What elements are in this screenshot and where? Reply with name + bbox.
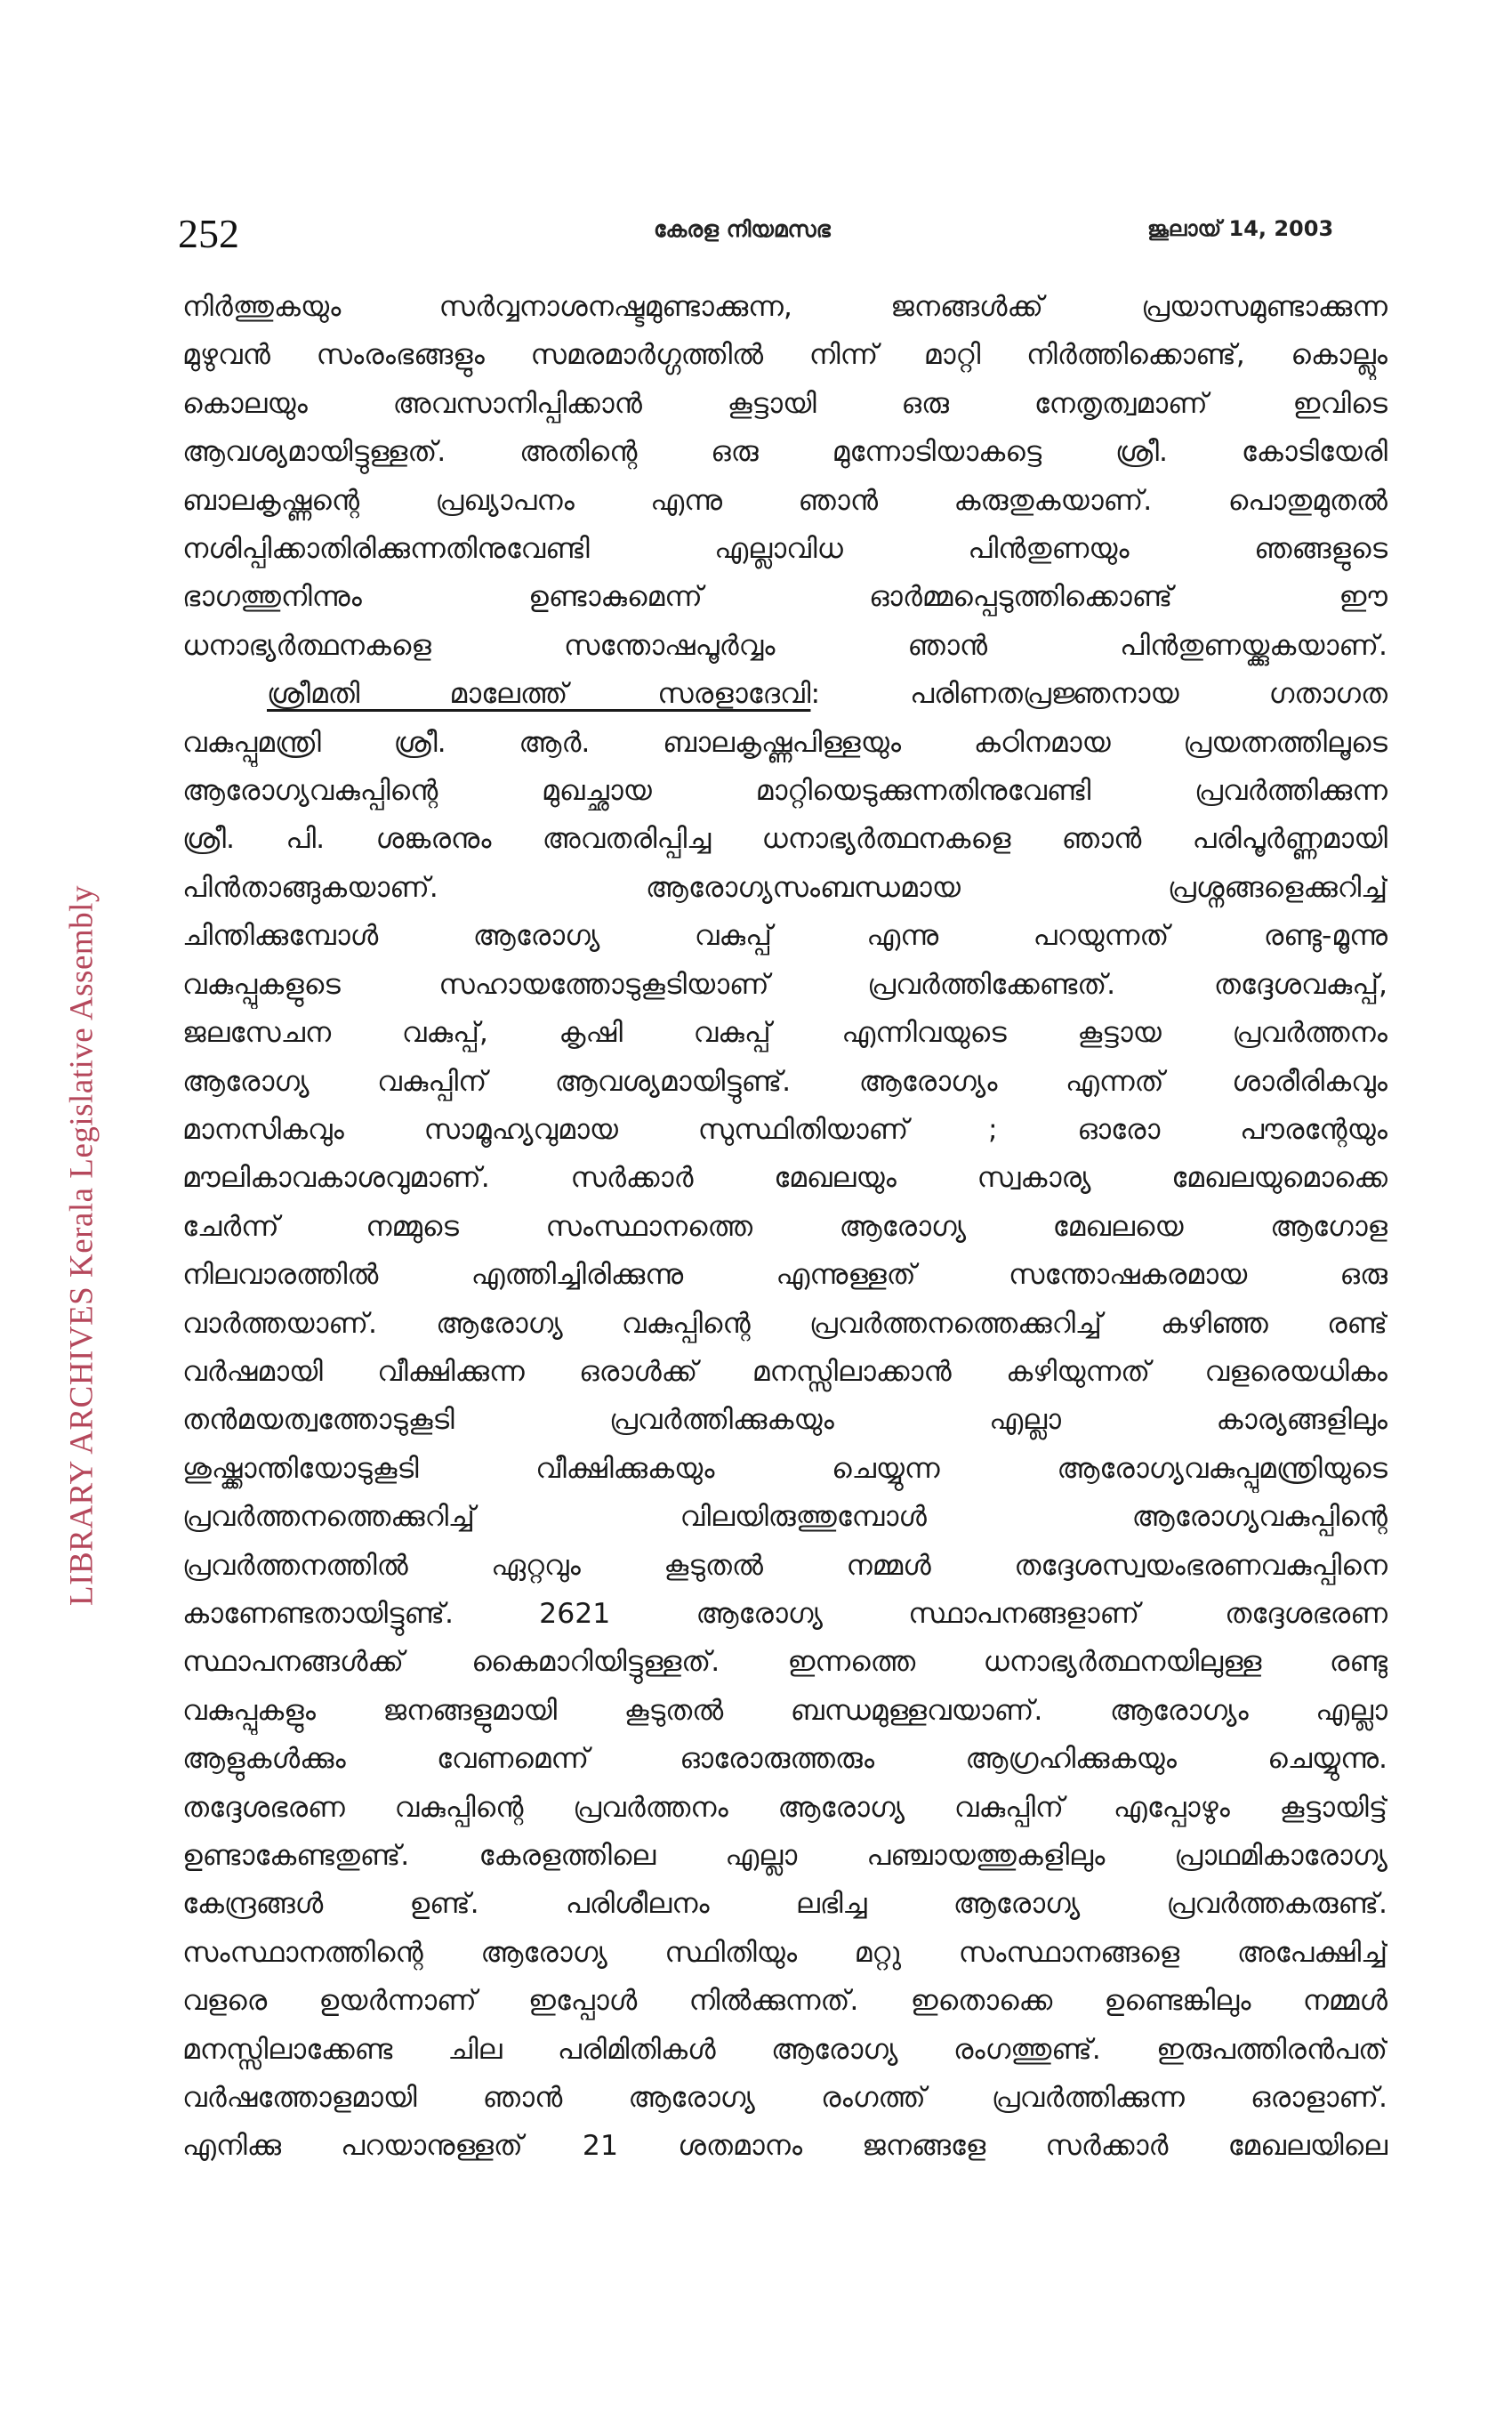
text-line: സ്ഥാപനങ്ങൾക്ക് കൈമാറിയിട്ടുള്ളത്. ഇന്നത്തെ ധനാഭ്യർത്ഥനയിലുള്ള രണ്ടു bbox=[182, 1646, 1387, 1679]
text-line: ആരോഗ്യവകുപ്പിന്റെ മുഖച്ഛായ മാറ്റിയെടുക്കുന്നതിനുവേണ്ടി പ്രവർത്തിക്കുന്ന bbox=[182, 775, 1387, 808]
running-date: ജൂലായ് 14, 2003 bbox=[1147, 216, 1334, 241]
text-line: ശ്രീ. പി. ശങ്കരനും അവതരിപ്പിച്ച ധനാഭ്യർത്ഥനകളെ ഞാൻ പരിപൂർണ്ണമായി bbox=[182, 823, 1387, 856]
text-line: മുഴുവൻ സംരംഭങ്ങളും സമരമാർഗ്ഗത്തിൽ നിന്ന് മാറ്റി നിർത്തിക്കൊണ്ട്, കൊല്ലും bbox=[182, 339, 1387, 372]
text-line: മാനസികവും സാമൂഹ്യവുമായ സുസ്ഥിതിയാണ് ; ഓരോ പൗരന്റേയും bbox=[182, 1113, 1387, 1146]
archive-watermark: LIBRARY ARCHIVES Kerala Legislative Assembly bbox=[63, 885, 101, 1606]
text-line: സംസ്ഥാനത്തിന്റെ ആരോഗ്യ സ്ഥിതിയും മറ്റു സംസ്ഥാനങ്ങളെ അപേക്ഷിച്ച് bbox=[182, 1936, 1387, 1969]
text-line: ചേർന്ന് നമ്മുടെ സംസ്ഥാനത്തെ ആരോഗ്യ മേഖലയെ ആഗോള bbox=[182, 1210, 1387, 1243]
paragraph-2 bbox=[182, 670, 1387, 2171]
text-line: തദ്ദേശഭരണ വകുപ്പിന്റെ പ്രവർത്തനം ആരോഗ്യ വകുപ്പിന് എപ്പോഴും കൂട്ടായിട്ട് bbox=[182, 1791, 1387, 1824]
text-line: ഉണ്ടാകേണ്ടതുണ്ട്. കേരളത്തിലെ എല്ലാ പഞ്ചായത്തുകളിലും പ്രാഥമികാരോഗ്യ bbox=[182, 1840, 1387, 1872]
running-title: കേരള നിയമസഭ bbox=[654, 216, 831, 242]
text-line: വകുപ്പുകളുടെ സഹായത്തോടുകൂടിയാണ് പ്രവർത്തിക്കേണ്ടത്. തദ്ദേശവകുപ്പ്, bbox=[182, 968, 1387, 1001]
text-line: നിർത്തുകയും സർവ്വനാശനഷ്ടമുണ്ടാക്കുന്ന, ജനങ്ങൾക്ക് പ്രയാസമുണ്ടാക്കുന്ന bbox=[182, 291, 1387, 323]
text-line: ഭാഗത്തുനിന്നും ഉണ്ടാകുമെന്ന് ഓർമ്മപ്പെടുത്തിക്കൊണ്ട് ഈ bbox=[182, 581, 1387, 614]
text-line: ബാലകൃഷ്ണന്റെ പ്രഖ്യാപനം എന്നു ഞാൻ കരുതുകയാണ്. പൊതുമുതൽ bbox=[182, 484, 1387, 517]
text-line: പ്രവർത്തനത്തിൽ ഏറ്റവും കൂടുതൽ നമ്മൾ തദ്ദേശസ്വയംഭരണവകുപ്പിനെ bbox=[182, 1549, 1387, 1582]
speaker-line-rest: : പരിണതപ്രജ്ഞനായ ഗതാഗത bbox=[810, 678, 1387, 711]
paragraph-1 bbox=[182, 283, 1387, 670]
text-line: വകുപ്പുമന്ത്രി ശ്രീ. ആർ. ബാലകൃഷ്ണപിള്ളയും കഠിനമായ പ്രയത്നത്തിലൂടെ bbox=[182, 726, 1387, 759]
page-number: 252 bbox=[178, 211, 239, 256]
text-line: ആരോഗ്യ വകുപ്പിന് ആവശ്യമായിട്ടുണ്ട്. ആരോഗ്യം എന്നത് ശാരീരികവും bbox=[182, 1065, 1387, 1098]
text-line: വളരെ ഉയർന്നാണ് ഇപ്പോൾ നിൽക്കുന്നത്. ഇതൊക്കെ ഉണ്ടെങ്കിലും നമ്മൾ bbox=[182, 1985, 1387, 2018]
text-line: നശിപ്പിക്കാതിരിക്കുന്നതിനുവേണ്ടി എല്ലാവിധ പിൻതുണയും ഞങ്ങളുടെ bbox=[182, 533, 1387, 566]
speaker-name: ശ്രീമതി മാലേത്ത് സരളാദേവി bbox=[267, 678, 811, 711]
text-line: ആളുകൾക്കും വേണമെന്ന് ഓരോരുത്തരും ആഗ്രഹിക്കുകയും ചെയ്യുന്നു. bbox=[182, 1743, 1387, 1776]
text-line: തൻമയത്വത്തോടുകൂടി പ്രവർത്തിക്കുകയും എല്ലാ കാര്യങ്ങളിലും bbox=[182, 1404, 1387, 1437]
speaker-line bbox=[182, 670, 1387, 718]
text-line: വാർത്തയാണ്. ആരോഗ്യ വകുപ്പിന്റെ പ്രവർത്തനത്തെക്കുറിച്ച് കഴിഞ്ഞ രണ്ട് bbox=[182, 1307, 1387, 1340]
text-line: എനിക്കു പറയാനുള്ളത് 21 ശതമാനം ജനങ്ങളേ സർക്കാർ മേഖലയിലെ bbox=[182, 2130, 1387, 2163]
text-line: വർഷത്തോളമായി ഞാൻ ആരോഗ്യ രംഗത്ത് പ്രവർത്തിക്കുന്ന ഒരാളാണ്. bbox=[182, 2082, 1387, 2115]
text-line: ആവശ്യമായിട്ടുള്ളത്. അതിന്റെ ഒരു മുന്നോടിയാകട്ടെ ശ്രീ. കോടിയേരി bbox=[182, 436, 1387, 469]
text-line: പിൻതാങ്ങുകയാണ്. ആരോഗ്യസംബന്ധമായ പ്രശ്നങ്ങളെക്കുറിച്ച് bbox=[182, 871, 1387, 904]
text-line: വർഷമായി വീക്ഷിക്കുന്ന ഒരാൾക്ക് മനസ്സിലാക്കാൻ കഴിയുന്നത് വളരെയധികം bbox=[182, 1355, 1387, 1388]
text-line: നിലവാരത്തിൽ എത്തിച്ചിരിക്കുന്നു എന്നുള്ളത് സന്തോഷകരമായ ഒരു bbox=[182, 1259, 1387, 1292]
text-line: കേന്ദ്രങ്ങൾ ഉണ്ട്. പരിശീലനം ലഭിച്ച ആരോഗ്യ പ്രവർത്തകരുണ്ട്. bbox=[182, 1888, 1387, 1921]
text-line: കൊലയും അവസാനിപ്പിക്കാൻ കൂട്ടായി ഒരു നേതൃത്വമാണ് ഇവിടെ bbox=[182, 387, 1387, 420]
text-line: ധനാഭ്യർത്ഥനകളെ സന്തോഷപൂർവ്വം ഞാൻ പിൻതുണയ്ക്കുകയാണ്. bbox=[182, 629, 1387, 662]
body-text bbox=[182, 283, 1387, 2171]
text-line: പ്രവർത്തനത്തെക്കുറിച്ച് വിലയിരുത്തുമ്പോൾ ആരോഗ്യവകുപ്പിന്റെ bbox=[182, 1501, 1387, 1534]
text-line: വകുപ്പുകളും ജനങ്ങളുമായി കൂടുതൽ ബന്ധമുള്ളവയാണ്. ആരോഗ്യം എല്ലാ bbox=[182, 1694, 1387, 1727]
text-line: മൗലികാവകാശവുമാണ്. സർക്കാർ മേഖലയും സ്വകാര്യ മേഖലയുമൊക്കെ bbox=[182, 1162, 1387, 1195]
text-line: ചിന്തിക്കുമ്പോൾ ആരോഗ്യ വകുപ്പ് എന്നു പറയുന്നത് രണ്ടു-മൂന്നു bbox=[182, 920, 1387, 953]
text-line: കാണേണ്ടതായിട്ടുണ്ട്. 2621 ആരോഗ്യ സ്ഥാപനങ്ങളാണ് തദ്ദേശഭരണ bbox=[182, 1597, 1387, 1630]
text-line: ശുഷ്ക്കാന്തിയോടുകൂടി വീക്ഷിക്കുകയും ചെയ്യുന്ന ആരോഗ്യവകുപ്പുമന്ത്രിയുടെ bbox=[182, 1452, 1387, 1485]
text-line: മനസ്സിലാക്കേണ്ട ചില പരിമിതികൾ ആരോഗ്യ രംഗത്തുണ്ട്. ഇരുപത്തിരൻപത് bbox=[182, 2033, 1387, 2066]
text-line: ജലസേചന വകുപ്പ്, കൃഷി വകുപ്പ് എന്നിവയുടെ കൂട്ടായ പ്രവർത്തനം bbox=[182, 1017, 1387, 1050]
